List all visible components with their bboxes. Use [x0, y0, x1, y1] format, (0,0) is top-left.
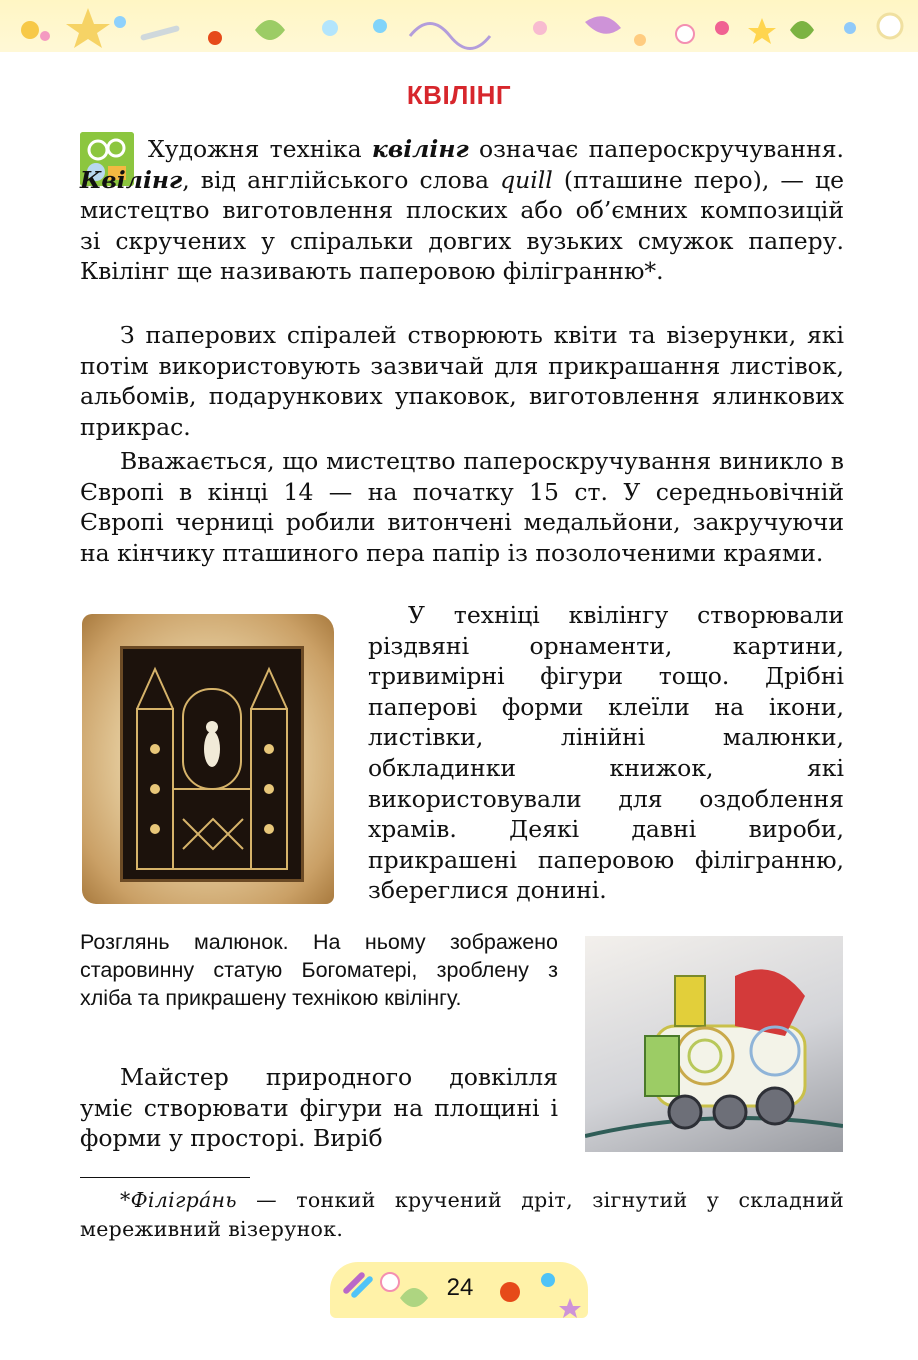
floral-border-icon	[0, 0, 918, 52]
footnote-divider	[80, 1177, 250, 1178]
paragraph-history: Вважається, що мистецтво папероскручування виникло в Європі в кінці 14 — на початку 15 ст. У середньовічній Європі черниці робили витончені медальйони, закручуючи на кінчику пташиного пера папір із позолоченими краями.	[80, 447, 844, 567]
footnote: *Філігра́нь — тонкий кручений дріт, зігнутий у складний мереживний візерунок.	[80, 1188, 844, 1241]
quilled-train-photo	[585, 936, 843, 1152]
page-title: КВІЛІНГ	[406, 80, 512, 110]
paragraph-techniques: У техніці квілінгу створювали різдвяні орнаменти, картини, тривимірні фігури тощо. Дрібні паперові форми клеїли на ікони, листівки, лінійні малюнки, обкладинки книжок, які використовували для оздоблення храмів. Деякі давні вироби, прикрашені паперовою філігранню, збереглися донині.	[368, 601, 844, 905]
paragraph-master: Майстер природного довкілля уміє створювати фігури на площині і форми у просторі. Виріб	[80, 1063, 558, 1153]
paragraph-intro: Художня техніка квілінг означає папероскручування. Квілінг, від англійського слова quill (пташине перо), — це мистецтво виготовлення плоских або об’ємних композицій зі скручених у спіральки довгих вузьких смужок паперу. Квілінг ще називають паперовою філігранню*.	[80, 135, 844, 286]
top-decorative-band	[0, 0, 918, 52]
page-number: 24	[446, 1274, 474, 1301]
quilled-shrine-image	[120, 646, 304, 882]
paragraph-spirals: З паперових спіралей створюють квіти та візерунки, які потім використовують зазвичай для прикрашання листівок, альбомів, подарункових упаковок, виготовлення ялинкових прикрас.	[80, 321, 844, 441]
image-caption: Розглянь малюнок. На ньому зображено старовинну статую Богоматері, зроблену з хліба та прикрашену технікою квілінгу.	[80, 930, 558, 1010]
